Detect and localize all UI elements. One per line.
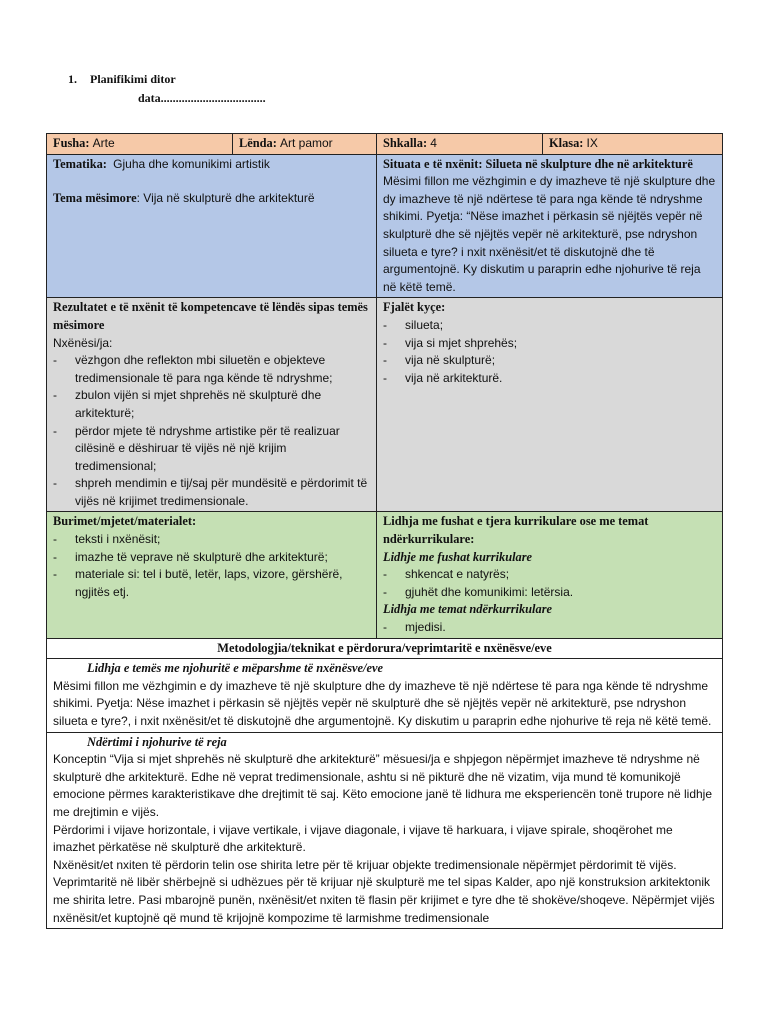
fusha-cell: Fusha: Arte — [47, 134, 233, 155]
list-item: - mjedisi. — [383, 619, 716, 637]
date-line: data................................... — [138, 91, 266, 105]
situata-title: Situata e të nxënit: Silueta në skulpture dhe në arkitekturë — [383, 156, 693, 171]
list-item: - vija në arkitekturë. — [383, 370, 716, 388]
list-item: - zbulon vijën si mjet shprehës në skulpturë dhe arkitekturë; — [53, 387, 370, 422]
rezultatet-cell: Rezultatet e të nxënit të kompetencave të lëndës sipas temës mësimore Nxënësi/ja: - vëzhgon dhe reflekton mbi siluetën e objekteve tredimensionale të para nga kënde të ndryshme; - zbulon vijën si mjet shprehës në skulpturë dhe arkitekturë; - përdor mjete të ndryshme artistike për të realizuar cilësinë e dëshiruar të vijës në një krijim tredimensional; - shpreh mendimin e tij/saj për mundësitë e përdorimit të vijës në krijimet tredimensionale. — [47, 298, 377, 512]
lesson-plan-table — [46, 133, 723, 929]
list-item: - shpreh mendimin e tij/saj për mundësitë e përdorimit të vijës në krijimet tredimensionale. — [53, 475, 370, 510]
plan-heading — [68, 72, 176, 87]
burimet-cell — [47, 512, 377, 638]
heading-number: 1. — [68, 72, 77, 86]
section2-p2: Përdorimi i vijave horizontale, i vijave vertikale, i vijave diagonale, i vijave të harkuara, i vijave spirale, shoqërohet me imazhet përkatëse në skulpturë dhe arkitekturë. — [53, 822, 673, 855]
list-item: - shkencat e natyrës; — [383, 566, 716, 584]
list-item: - përdor mjete të ndryshme artistike për të realizuar cilësinë e dëshiruar të vijës në një krijim tredimensional; — [53, 423, 370, 476]
info-row — [47, 134, 723, 155]
fjalet-cell — [377, 298, 723, 512]
shkalla-cell: Shkalla: 4 — [377, 134, 543, 155]
temat-subtitle: Lidhja me temat ndërkurrikulare — [383, 602, 553, 617]
fushat-subtitle: Lidhje me fushat kurrikulare — [383, 549, 533, 564]
rezultatet-title: Rezultatet e të nxënit të kompetencave të lëndës sipas temës mësimore — [53, 300, 368, 332]
heading-title: Planifikimi ditor — [90, 72, 176, 86]
prior-knowledge-row — [47, 659, 723, 732]
list-item: - vija si mjet shprehës; — [383, 335, 716, 353]
methodology-row — [47, 638, 723, 659]
list-item: - vija në skulpturë; — [383, 352, 716, 370]
resources-row — [47, 512, 723, 638]
tematika-cell: Tematika: Gjuha dhe komunikimi artistik Tema mësimore: Vija në skulpturë dhe arkitekturë — [47, 154, 377, 298]
list-item: - imazhe të veprave në skulpturë dhe arkitekturë; — [53, 549, 370, 567]
list-item: - silueta; — [383, 317, 716, 335]
list-item: - vëzhgon dhe reflekton mbi siluetën e objekteve tredimensionale të para nga kënde të ndryshme; — [53, 352, 370, 387]
fjalet-title: Fjalët kyçe: — [383, 300, 446, 315]
section2-p3: Nxënësit/et nxiten të përdorin telin ose shirita letre për të krijuar objekte tredimensionale nëpërmjet përdorimit të vijës. Veprimtaritë në libër shërbejnë si udhëzues për të krijuar një skulpturë me tel sipas Kalder, apo një konstruksion arkitektonik me shirita letre. Pasi mbarojnë punën, nxënësit/et nxiten të flasin për krijimet e tyre dhe të shokëve/shoqeve. Nëpërmjet vijës nxënësit/et kuptojnë që mund të krijojnë kompozime të larmishme tredimensionale — [53, 857, 715, 925]
section1-title: Lidhja e temës me njohuritë e mëparshme të nxënësve/eve — [87, 661, 383, 676]
situata-text: Mësimi fillon me vëzhgimin e dy imazheve të një skulpture dhe dy imazheve të një ndërtese të para nga kënde të ndryshme shikimi. Pyetja: “Nëse imazhet i përkasin së njëjtës vepër në skulpturë dhe së njëjtës vepër në arkitekturë, pse ndryshon silueta e tyre? i nxit nxënësit/et të diskutojnë dhe të argumentojnë. Ky diskutim u paraprin edhe njohurive të reja në këtë temë. — [383, 174, 716, 294]
metodologjia-title: Metodologjia/teknikat e përdorura/veprimtaritë e nxënësve/eve — [47, 638, 723, 659]
fushat-list — [383, 566, 716, 601]
section2-cell — [47, 732, 723, 929]
topic-row — [47, 154, 723, 298]
section1-text: Mësimi fillon me vëzhgimin e dy imazheve të një skulpture dhe dy imazheve të një ndërtese të para nga kënde të ndryshme shikimi. Pyetja: Nëse imazhet i përkasin së njëjtës vepër në skulpturë dhe së njëjtës vepër në arkitekturë, pse ndryshon silueta e tyre?, i nxit nxënësit/et të diskutojnë dhe argumentojnë. Ky diskutim u paraprin edhe njohurive të reja në këtë temë. — [53, 678, 712, 728]
list-item: - materiale si: tel i butë, letër, laps, vizore, gërshërë, ngjitës etj. — [53, 566, 370, 601]
burimet-list — [53, 531, 370, 601]
fjalet-list — [383, 317, 716, 387]
lidhja-title: Lidhja me fushat e tjera kurrikulare ose me temat ndërkurrikulare: — [383, 514, 649, 547]
list-item: - gjuhët dhe komunikimi: letërsia. — [383, 584, 716, 602]
section2-title: Ndërtimi i njohurive të reja — [87, 734, 227, 749]
situata-cell — [377, 154, 723, 298]
temat-list — [383, 619, 716, 637]
outcomes-row — [47, 298, 723, 512]
lidhja-cell — [377, 512, 723, 638]
list-item: - teksti i nxënësit; — [53, 531, 370, 549]
rezultatet-list — [53, 352, 370, 510]
klasa-cell: Klasa: IX — [543, 134, 723, 155]
section1-cell — [47, 659, 723, 732]
new-knowledge-row — [47, 732, 723, 929]
lenda-cell: Lënda: Art pamor — [233, 134, 377, 155]
section2-p1: Konceptin “Vija si mjet shprehës në skulpturë dhe arkitekturë” mësuesi/ja e shpjegon nëpërmjet imazheve të ndryshme në skulpturë dhe arkitekturë. Edhe në veprat tredimensionale, ashtu si në pikturë dhe në vizatim, vija mund të komunikojë emocione përmes karakteristikave dhe drejtimit të saj. Këto emocione janë të lidhura me eksperiencën tonë trupore në lidhje me drejtimin e vijës. — [53, 752, 713, 819]
burimet-title: Burimet/mjetet/materialet: — [53, 514, 197, 529]
